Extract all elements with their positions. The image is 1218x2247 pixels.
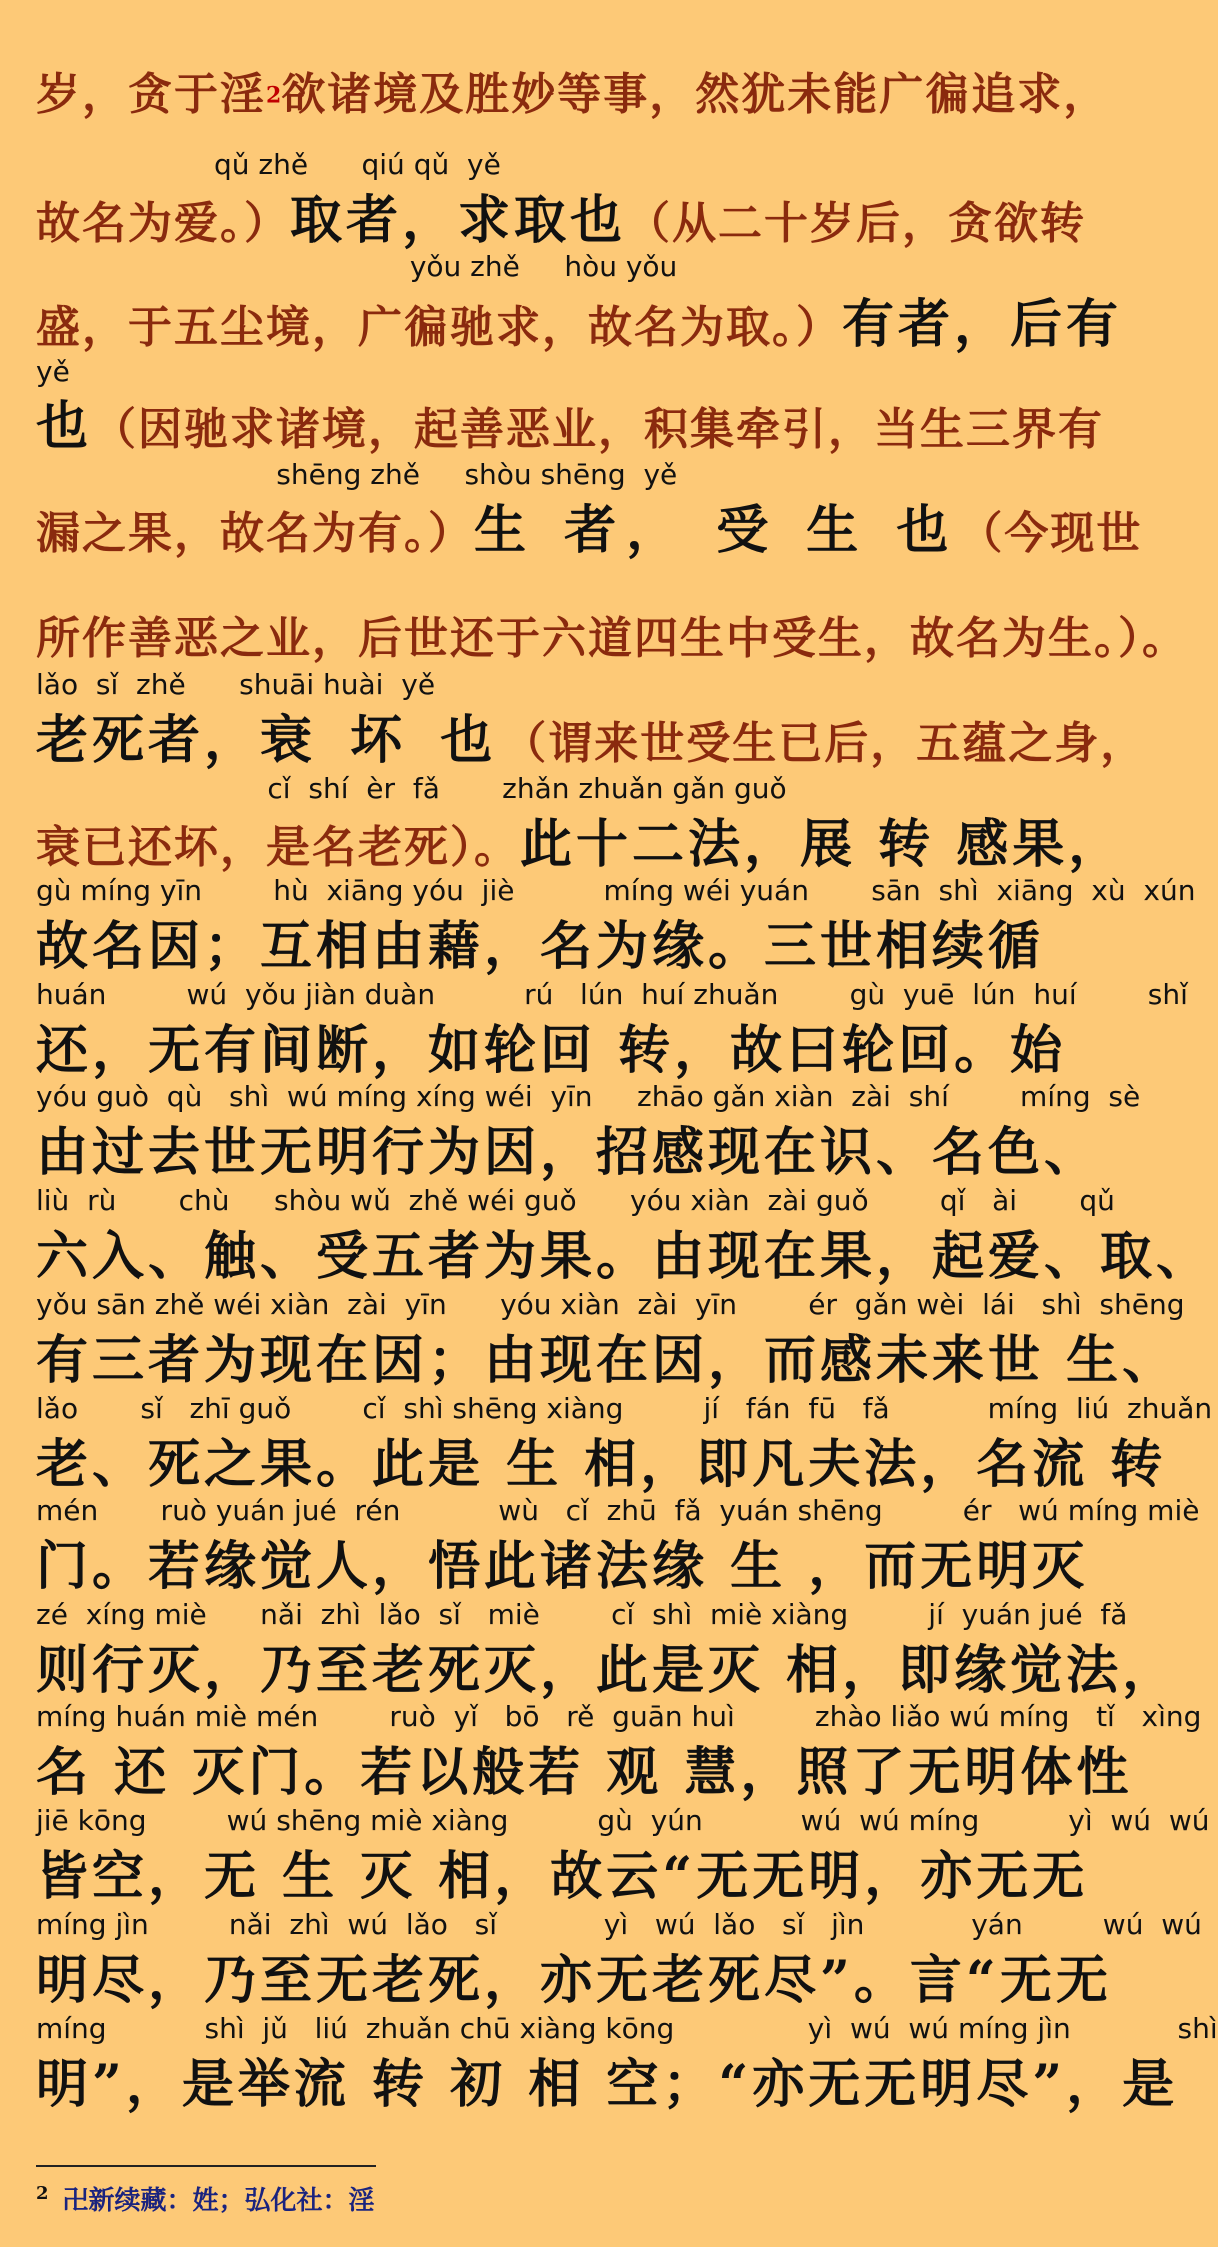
pinyin-line: míng huán miè mén ruò yǐ bō rě guān huì zhào liǎo wú míng tǐ xìng	[36, 1700, 1202, 1733]
main-text-line: 明尽，乃至无老死，亦无老死尽”。言“无无	[36, 1950, 1112, 2011]
main-text-line: 皆空，无 生 灭 相，故云“无无明，亦无无	[36, 1846, 1089, 1907]
commentary-text: （因驰求诸境，起善恶业，积集牵引，当生三界有	[92, 404, 1105, 455]
mixed-text-line	[36, 488, 1143, 563]
pinyin-line: cǐ shí èr fǎ zhǎn zhuǎn gǎn guǒ	[36, 772, 787, 805]
main-text: 取者，求取也	[290, 190, 627, 251]
commentary-text: 故名为爱。）	[36, 198, 290, 249]
commentary-line	[36, 602, 1188, 666]
pinyin-line: yǒu zhě hòu yǒu	[36, 250, 678, 283]
main-text-line: 还，无有间断，如轮回 转，故曰轮回。始	[36, 1020, 1067, 1081]
commentary-text: （谓来世受生已后，五蕴之身，	[502, 718, 1147, 769]
footnote-number: 2	[36, 2183, 49, 2205]
mixed-text-line	[36, 282, 1123, 357]
footnote	[36, 2180, 1036, 2217]
main-text-line: 故名因；互相由藉，名为缘。三世相续循	[36, 916, 1045, 977]
main-text-line: 名 还 灭门。若以般若 观 慧，照了无明体性	[36, 1742, 1133, 1803]
main-text-line: 六入、触、受五者为果。由现在果，起爱、取、	[36, 1226, 1213, 1287]
commentary-line	[36, 58, 1110, 122]
pinyin-line: shēng zhě shòu shēng yě	[36, 458, 678, 491]
pinyin-line: liù rù chù shòu wǔ zhě wéi guǒ yóu xiàn zài guǒ qǐ ài qǔ	[36, 1184, 1115, 1217]
main-text: 此十二法，展 转 感果，	[520, 814, 1125, 875]
pinyin-line: lǎo sǐ zhě shuāi huài yě	[36, 668, 436, 701]
pinyin-line: míng shì jǔ liú zhuǎn chū xiàng kōng yì wú wú míng jìn shì	[36, 2012, 1218, 2045]
commentary-text: 衰已还坏，是名老死）。	[36, 822, 520, 873]
pinyin-line: lǎo sǐ zhī guǒ cǐ shì shēng xiàng jí fán fū fǎ míng liú zhuǎn	[36, 1392, 1213, 1425]
main-text-line: 由过去世无明行为因，招感现在识、名色、	[36, 1122, 1101, 1183]
mixed-text-line	[36, 384, 1105, 459]
pinyin-line: huán wú yǒu jiàn duàn rú lún huí zhuǎn gù yuē lún huí shǐ	[36, 978, 1188, 1011]
main-text-line: 则行灭，乃至老死灭，此是灭 相，即缘觉法，	[36, 1640, 1179, 1701]
commentary-text: 所作善恶之业，后世还于六道四生中受生，故名为生。）。	[36, 613, 1188, 664]
main-text-line: 老、死之果。此是 生 相，即凡夫法，名流 转	[36, 1434, 1167, 1495]
main-text: 也	[36, 396, 93, 457]
main-text-line: 明”，是举流 转 初 相 空；“亦无无明尽”，是	[36, 2054, 1179, 2115]
pinyin-line: míng jìn nǎi zhì wú lǎo sǐ yì wú lǎo sǐ jìn yán wú wú	[36, 1908, 1202, 1941]
commentary-text: 欲诸境及胜妙等事，然犹未能广徧追求，	[281, 69, 1110, 120]
main-text: 生 者， 受 生 也	[474, 500, 959, 561]
pinyin-line: yǒu sān zhě wéi xiàn zài yīn yóu xiàn zài yīn ér gǎn wèi lái shì shēng	[36, 1288, 1185, 1321]
mixed-text-line	[36, 802, 1125, 877]
pinyin-line: jiē kōng wú shēng miè xiàng gù yún wú wú míng yì wú wú	[36, 1804, 1210, 1837]
pinyin-line: yě	[36, 355, 70, 388]
mixed-text-line	[36, 178, 1087, 253]
pinyin-line: gù míng yīn hù xiāng yóu jiè míng wéi yuán sān shì xiāng xù xún	[36, 874, 1196, 907]
pinyin-line: qǔ zhě qiú qǔ yě	[36, 148, 501, 181]
pinyin-line: yóu guò qù shì wú míng xíng wéi yīn zhāo gǎn xiàn zài shí míng sè	[36, 1080, 1141, 1113]
pinyin-line: mén ruò yuán jué rén wù cǐ zhū fǎ yuán shēng ér wú míng miè	[36, 1494, 1200, 1527]
footnote-reference: 2	[266, 82, 282, 109]
mixed-text-line	[36, 698, 1147, 773]
commentary-text: 岁，贪于淫	[36, 69, 266, 120]
commentary-text: （从二十岁后，贪欲转	[626, 198, 1087, 249]
commentary-text: 漏之果，故名为有。）	[36, 508, 474, 559]
commentary-text: （今现世	[958, 508, 1143, 559]
main-text-line: 门。若缘觉人，悟此诸法缘 生 ，而无明灭	[36, 1536, 1089, 1597]
main-text-line: 有三者为现在因；由现在因，而感未来世 生、	[36, 1330, 1179, 1391]
main-text: 老死者，	[36, 710, 261, 771]
footnote-text: 卍新续藏：姓；弘化社：淫	[62, 2186, 375, 2216]
footnote-divider	[36, 2165, 376, 2167]
pinyin-line: zé xíng miè nǎi zhì lǎo sǐ miè cǐ shì miè xiàng jí yuán jué fǎ	[36, 1598, 1128, 1631]
commentary-text: 盛，于五尘境，广徧驰求，故名为取。）	[36, 302, 842, 353]
main-text: 有者，后有	[842, 294, 1123, 355]
main-text: 衰 坏 也	[260, 710, 503, 771]
